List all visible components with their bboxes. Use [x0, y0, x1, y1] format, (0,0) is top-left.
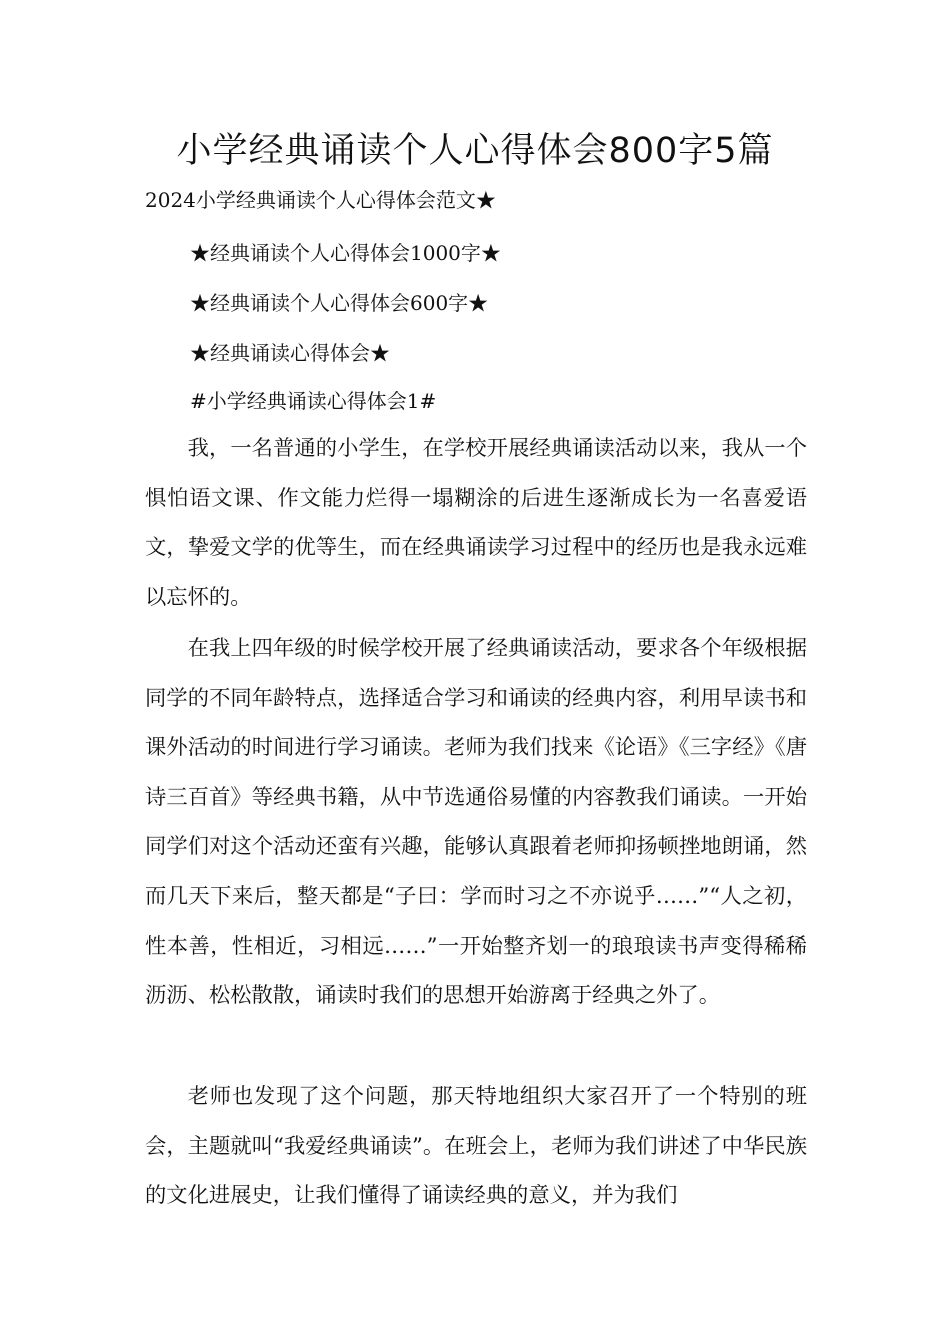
paragraph-3: 老师也发现了这个问题，那天特地组织大家召开了一个特别的班会，主题就叫“我爱经典诵读”。在班会上，老师为我们讲述了中华民族的文化进展史，让我们懂得了诵读经典的意义，并为我们	[145, 1084, 807, 1209]
paragraph-1: 我，一名普通的小学生，在学校开展经典诵读活动以来，我从一个惧怕语文课、作文能力烂得一塌糊涂的后进生逐渐成长为一名喜爱语文，挚爱文学的优等生，而在经典诵读学习过程中的经历也是我永远难以忘怀的。	[145, 436, 807, 610]
document-title: 小学经典诵读个人心得体会800字5篇	[176, 131, 774, 171]
section-heading: #小学经典诵读心得体会1#	[190, 389, 437, 413]
paragraph-2: 在我上四年级的时候学校开展了经典诵读活动，要求各个年级根据同学的不同年龄特点，选择适合学习和诵读的经典内容，利用早读书和课外活动的时间进行学习诵读。老师为我们找来《论语》《三字经》《唐诗三百首》等经典书籍，从中节选通俗易懂的内容教我们诵读。一开始同学们对这个活动还蛮有兴趣，能够认真跟着老师抑扬顿挫地朗诵，然而几天下来后，整天都是“子曰：学而时习之不亦说乎……”“人之初，性本善，性相近，习相远……”一开始整齐划一的琅琅读书声变得稀稀沥沥、松松散散，诵读时我们的思想开始游离于经典之外了。	[145, 636, 807, 1009]
link-essay-1000[interactable]: ★经典诵读个人心得体会1000字★	[190, 241, 501, 265]
link-essay-general[interactable]: ★经典诵读心得体会★	[190, 341, 390, 365]
subtitle: 2024小学经典诵读个人心得体会范文★	[145, 188, 496, 212]
link-essay-600[interactable]: ★经典诵读个人心得体会600字★	[190, 291, 489, 315]
